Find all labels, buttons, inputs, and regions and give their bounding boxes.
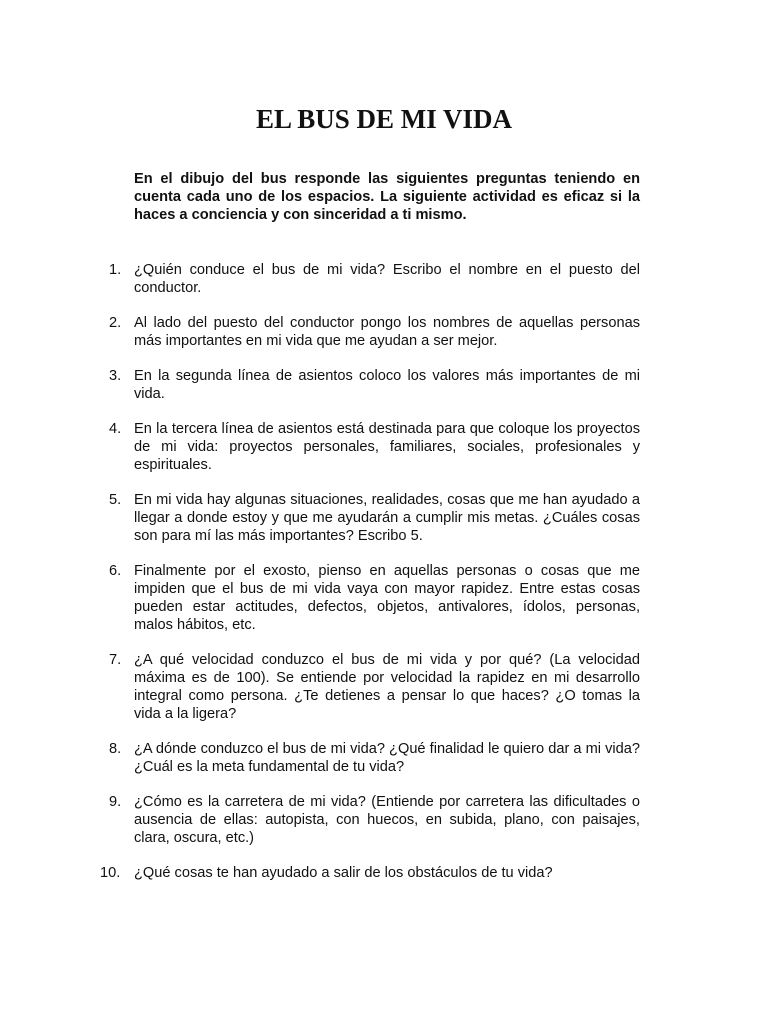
question-number: 6.: [109, 563, 122, 579]
question-number: 7.: [109, 652, 122, 668]
question-item: [0, 864, 768, 882]
question-list: [0, 261, 768, 899]
question-text: En la tercera línea de asientos está destinada para que coloque los proyectos de mi vida: proyectos personales, familiares, sociales, profesionales y espirituales.: [134, 421, 640, 473]
question-text: ¿Cómo es la carretera de mi vida? (Entiende por carretera las dificultades o ausencia de ellas: autopista, con huecos, en subida, plano, con paisajes, clara, oscura, etc.): [134, 794, 640, 846]
question-text: Finalmente por el exosto, pienso en aquellas personas o cosas que me impiden que el bus de mi vida vaya con mayor rapidez. Entre estas cosas pueden estar actitudes, defectos, objetos, antivalores, ídolos, personas, malos hábitos, etc.: [134, 563, 640, 633]
question-number: 1.: [109, 262, 122, 278]
question-item: [0, 651, 768, 723]
question-number: 8.: [109, 741, 122, 757]
question-text: ¿Qué cosas te han ayudado a salir de los obstáculos de tu vida?: [134, 865, 553, 881]
question-item: [0, 491, 768, 545]
document-title: EL BUS DE MI VIDA: [255, 104, 513, 134]
question-text: ¿Quién conduce el bus de mi vida? Escribo el nombre en el puesto del conductor.: [134, 262, 640, 296]
question-number: 4.: [109, 421, 122, 437]
question-item: [0, 740, 768, 776]
question-text: Al lado del puesto del conductor pongo los nombres de aquellas personas más importantes en mi vida que me ayudan a ser mejor.: [134, 315, 640, 349]
question-item: [0, 314, 768, 350]
question-item: [0, 367, 768, 403]
question-item: [0, 420, 768, 474]
question-text: En mi vida hay algunas situaciones, realidades, cosas que me han ayudado a llegar a donde estoy y que me ayudarán a cumplir mis metas. ¿Cuáles cosas son para mí las más importantes? Escribo 5.: [134, 492, 640, 544]
question-number: 3.: [109, 368, 122, 384]
question-number: 10.: [100, 865, 121, 881]
question-item: [0, 562, 768, 634]
question-item: [0, 261, 768, 297]
question-text: En la segunda línea de asientos coloco los valores más importantes de mi vida.: [134, 368, 640, 402]
intro-paragraph: En el dibujo del bus responde las siguientes preguntas teniendo en cuenta cada uno de los espacios. La siguiente actividad es eficaz si la haces a conciencia y con sinceridad a ti mismo.: [134, 171, 640, 223]
question-text: ¿A qué velocidad conduzco el bus de mi vida y por qué? (La velocidad máxima es de 100). Se entiende por velocidad la rapidez en mi desarrollo integral como persona. ¿Te detienes a pensar lo que haces? ¿O tomas la vida a la ligera?: [134, 652, 640, 722]
question-item: [0, 793, 768, 847]
question-number: 2.: [109, 315, 122, 331]
question-number: 9.: [109, 794, 122, 810]
question-number: 5.: [109, 492, 122, 508]
question-text: ¿A dónde conduzco el bus de mi vida? ¿Qué finalidad le quiero dar a mi vida? ¿Cuál es la meta fundamental de tu vida?: [134, 741, 640, 775]
